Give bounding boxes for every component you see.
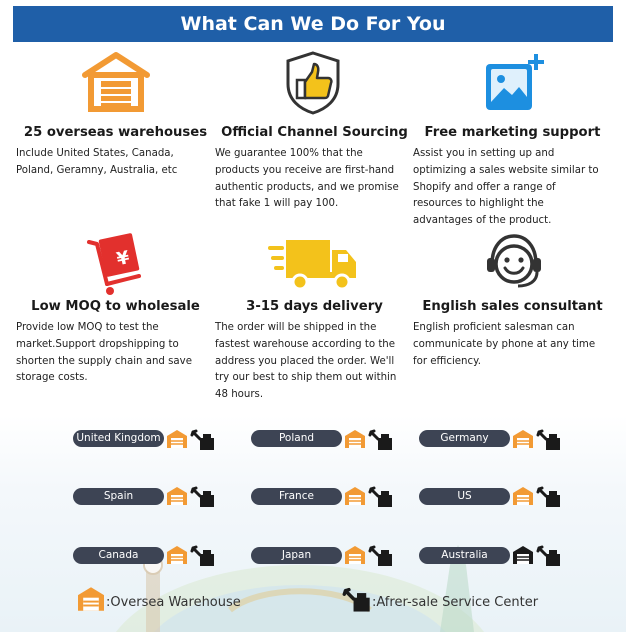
oversea-warehouse-icon [166, 545, 188, 565]
yuan-cart-icon [85, 230, 145, 296]
feature-description: Include United States, Canada, Poland, Geramny, Australia, etc [16, 148, 178, 176]
country-pill: Poland [251, 430, 342, 447]
oversea-warehouse-icon [344, 545, 366, 565]
page-title: What Can We Do For You [180, 13, 446, 35]
feature-title: Official Channel Sourcing [221, 125, 408, 140]
service-center-icon [190, 486, 216, 508]
oversea-warehouse-dark-icon [512, 545, 534, 565]
feature-title: Low MOQ to wholesale [31, 299, 200, 314]
service-center-icon [190, 545, 216, 567]
feature-title: 3-15 days delivery [246, 299, 383, 314]
country-pill: Germany [419, 430, 510, 447]
country-pill: Australia [419, 547, 510, 564]
warehouse-map [0, 415, 626, 632]
legend-service-label: :Afrer-sale Service Center [372, 595, 539, 610]
service-center-icon [536, 486, 562, 508]
oversea-warehouse-icon [166, 486, 188, 506]
oversea-warehouse-icon [512, 486, 534, 506]
headset-smile-icon [482, 230, 546, 294]
country-pill: Canada [73, 547, 164, 564]
legend-warehouse-label: :Oversea Warehouse [106, 595, 241, 610]
page-title-banner [13, 6, 613, 42]
country-pill: United Kingdom [73, 430, 164, 447]
country-pill: France [251, 488, 342, 505]
legend-service-center-icon [342, 587, 372, 613]
feature-title: 25 overseas warehouses [23, 125, 208, 140]
delivery-truck-icon [268, 236, 360, 292]
oversea-warehouse-icon [512, 429, 534, 449]
feature-title: English sales consultant [422, 299, 603, 314]
service-center-icon [536, 429, 562, 451]
country-pill: Japan [251, 547, 342, 564]
oversea-warehouse-icon [344, 486, 366, 506]
warehouse-icon [81, 51, 151, 113]
legend-warehouse-icon [76, 586, 106, 612]
svg-text:¥: ¥ [114, 247, 132, 271]
feature-title: Free marketing support [424, 125, 601, 140]
feature-description: The order will be shipped in the fastest warehouse according to the address you placed the order. We'll try our best to ship them out within 48 hours. [215, 322, 397, 401]
service-center-icon [368, 486, 394, 508]
country-pill: Spain [73, 488, 164, 505]
oversea-warehouse-icon [344, 429, 366, 449]
image-add-icon [482, 52, 546, 114]
service-center-icon [368, 545, 394, 567]
service-center-icon [368, 429, 394, 451]
country-pill: US [419, 488, 510, 505]
oversea-warehouse-icon [166, 429, 188, 449]
feature-description: English proficient salesman can communicate by phone at any time for efficiency. [413, 322, 596, 367]
thumbs-up-shield-icon [282, 50, 344, 116]
service-center-icon [536, 545, 562, 567]
feature-description: Provide low MOQ to test the market.Support dropshipping to shorten the supply chain and save storage costs. [16, 322, 192, 384]
feature-description: Assist you in setting up and optimizing a sales website similar to Shopify and offer a range of resources to highlight the advantages of the product. [413, 148, 599, 227]
service-center-icon [190, 429, 216, 451]
feature-description: We guarantee 100% that the products you receive are first-hand authentic products, and we promise that fake 1 will pay 100. [215, 148, 399, 210]
